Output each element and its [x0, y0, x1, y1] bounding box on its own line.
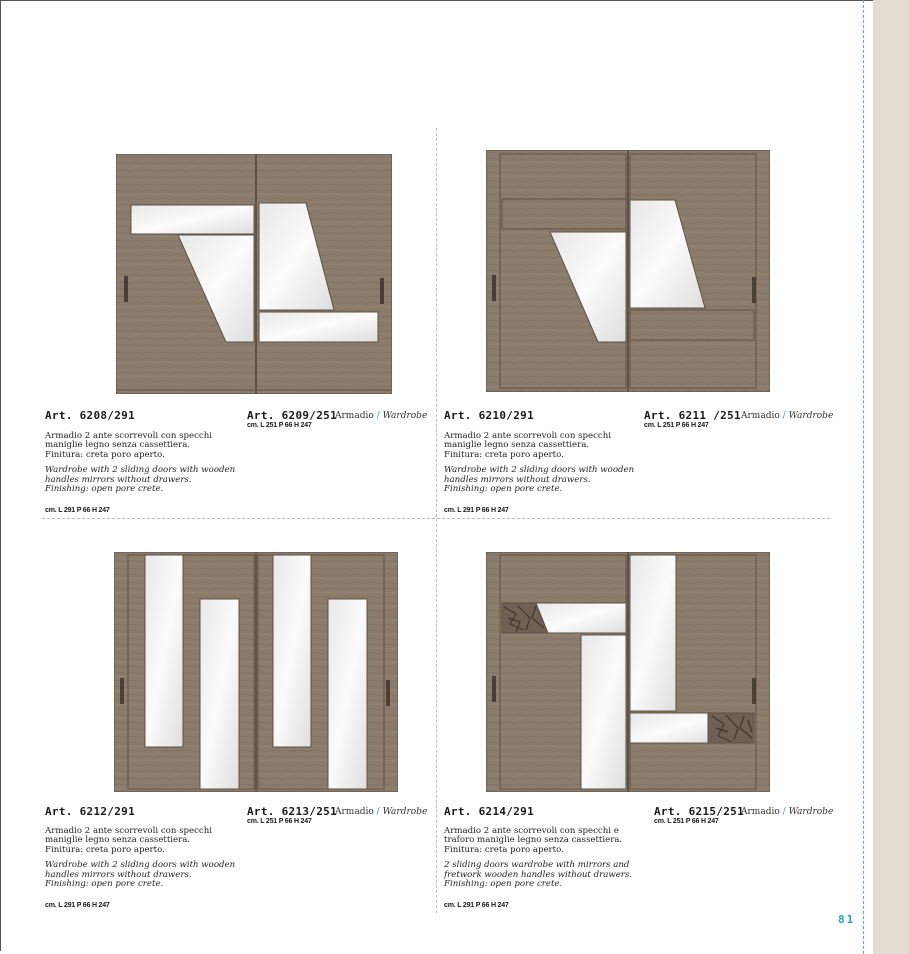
- wardrobe-image: [486, 552, 770, 792]
- category-separator: /: [782, 411, 786, 421]
- divider-horizontal: [42, 518, 830, 519]
- description: [45, 827, 255, 889]
- category-it: Armadio: [335, 411, 374, 421]
- category-label: [741, 807, 833, 817]
- article-code: Art. 6208/291: [45, 409, 135, 422]
- wardrobe-image: [114, 552, 398, 792]
- article-code-alt: Art. 6209/251: [247, 409, 337, 422]
- article-alt-dimensions: cm. L 251 P 66 H 247: [247, 422, 312, 429]
- category-it: Armadio: [741, 411, 780, 421]
- description: [45, 432, 255, 494]
- category-en: Wardrobe: [382, 807, 428, 817]
- description-en: Wardrobe with 2 sliding doors with wooden handles mirrors without drawers. Finishing: open pore crete.: [444, 465, 635, 495]
- description-en: Wardrobe with 2 sliding doors with wooden handles mirrors without drawers. Finishing: open pore crete.: [45, 465, 236, 495]
- divider-vertical: [436, 128, 437, 913]
- article-code-alt: Art. 6213/251: [247, 805, 337, 818]
- article-alt-dimensions: cm. L 251 P 66 H 247: [654, 818, 719, 825]
- page-side-band: [873, 0, 909, 954]
- category-it: Armadio: [741, 807, 780, 817]
- description: [444, 432, 654, 494]
- category-separator: /: [376, 807, 380, 817]
- category-en: Wardrobe: [788, 411, 834, 421]
- wardrobe-image: [486, 150, 770, 392]
- description: [444, 827, 654, 889]
- dimensions: cm. L 291 P 66 H 247: [444, 507, 509, 514]
- dimensions: cm. L 291 P 66 H 247: [444, 902, 509, 909]
- cut-line: [863, 0, 864, 954]
- description-en: Wardrobe with 2 sliding doors with wooden handles mirrors without drawers. Finishing: open pore crete.: [45, 860, 236, 890]
- description-en: 2 sliding doors wardrobe with mirrors and fretwork wooden handles without drawers. Finishing: open pore crete.: [444, 860, 633, 890]
- article-alt-dimensions: cm. L 251 P 66 H 247: [247, 818, 312, 825]
- article-code-alt: Art. 6215/251: [654, 805, 744, 818]
- article-code: Art. 6212/291: [45, 805, 135, 818]
- category-it: Armadio: [335, 807, 374, 817]
- article-code-alt: Art. 6211 /251: [644, 409, 741, 422]
- category-en: Wardrobe: [382, 411, 428, 421]
- wardrobe-image: [116, 154, 392, 394]
- description-it: Armadio 2 ante scorrevoli con specchi maniglie legno senza cassettiera. Finitura: creta poro aperto.: [45, 431, 212, 460]
- category-separator: /: [782, 807, 786, 817]
- article-alt-dimensions: cm. L 251 P 66 H 247: [644, 422, 709, 429]
- description-it: Armadio 2 ante scorrevoli con specchi maniglie legno senza cassettiera. Finitura: creta poro aperto.: [444, 431, 611, 460]
- category-en: Wardrobe: [788, 807, 834, 817]
- category-label: [741, 411, 833, 421]
- category-separator: /: [376, 411, 380, 421]
- dimensions: cm. L 291 P 66 H 247: [45, 507, 110, 514]
- page-number: 81: [838, 913, 856, 926]
- article-code: Art. 6214/291: [444, 805, 534, 818]
- description-it: Armadio 2 ante scorrevoli con specchi e traforo maniglie legno senza cassettiera. Finitura: creta poro aperto.: [444, 826, 623, 855]
- category-label: [335, 411, 427, 421]
- category-label: [335, 807, 427, 817]
- dimensions: cm. L 291 P 66 H 247: [45, 902, 110, 909]
- description-it: Armadio 2 ante scorrevoli con specchi maniglie legno senza cassettiera. Finitura: creta poro aperto.: [45, 826, 212, 855]
- article-code: Art. 6210/291: [444, 409, 534, 422]
